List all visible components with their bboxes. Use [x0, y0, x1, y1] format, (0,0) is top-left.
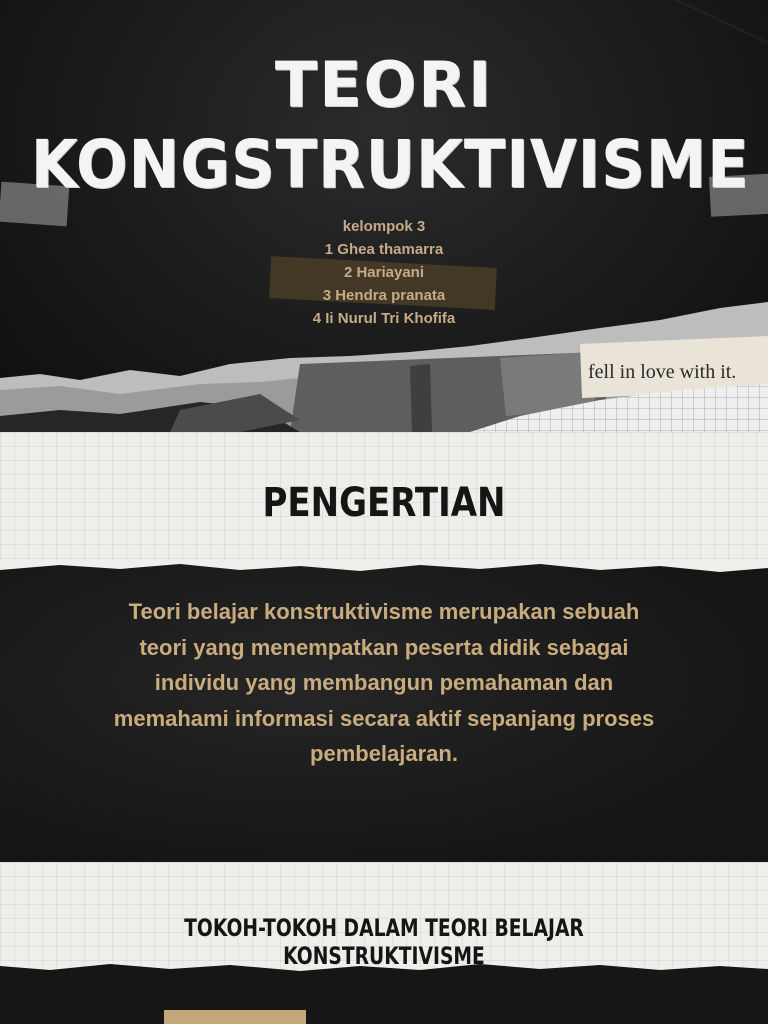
tokoh-heading: TOKOH-TOKOH DALAM TEORI BELAJAR KONSTRUKTIVISME [184, 914, 584, 970]
member-3: 3 Hendra pranata [322, 287, 446, 304]
pengertian-heading: PENGERTIAN [262, 480, 506, 526]
torn-paper-collage [0, 298, 768, 432]
member-2: 2 Hariayani [343, 264, 425, 281]
definition-text: Teori belajar konstruktivisme merupakan sebuah teori yang menempatkan peserta didik sebagai individu yang membangun pemahaman dan memahami informasi secara aktif sepanjang proses pembelajaran. [113, 599, 655, 766]
paper-crease [0, 0, 132, 2]
title-line-2: KONGSTRUKTIVISME [30, 126, 750, 203]
pengertian-heading-band [0, 432, 768, 564]
paper-crease [609, 0, 768, 54]
torn-edge-top [0, 560, 768, 576]
torn-edge-bottom [0, 960, 768, 974]
definition-section [0, 560, 768, 862]
book-text: fell in love with it. [588, 361, 737, 383]
member-1: 1 Ghea thamarra [324, 241, 444, 258]
tokoh-heading-band [0, 862, 768, 974]
title-section [0, 0, 768, 432]
group-label: kelompok 3 [342, 218, 426, 235]
tokoh-name-label [164, 1010, 306, 1024]
member-4: 4 Ii Nurul Tri Khofifa [312, 310, 456, 327]
tokoh-list-section [0, 974, 768, 1024]
title-line-1: TEORI [274, 48, 494, 121]
